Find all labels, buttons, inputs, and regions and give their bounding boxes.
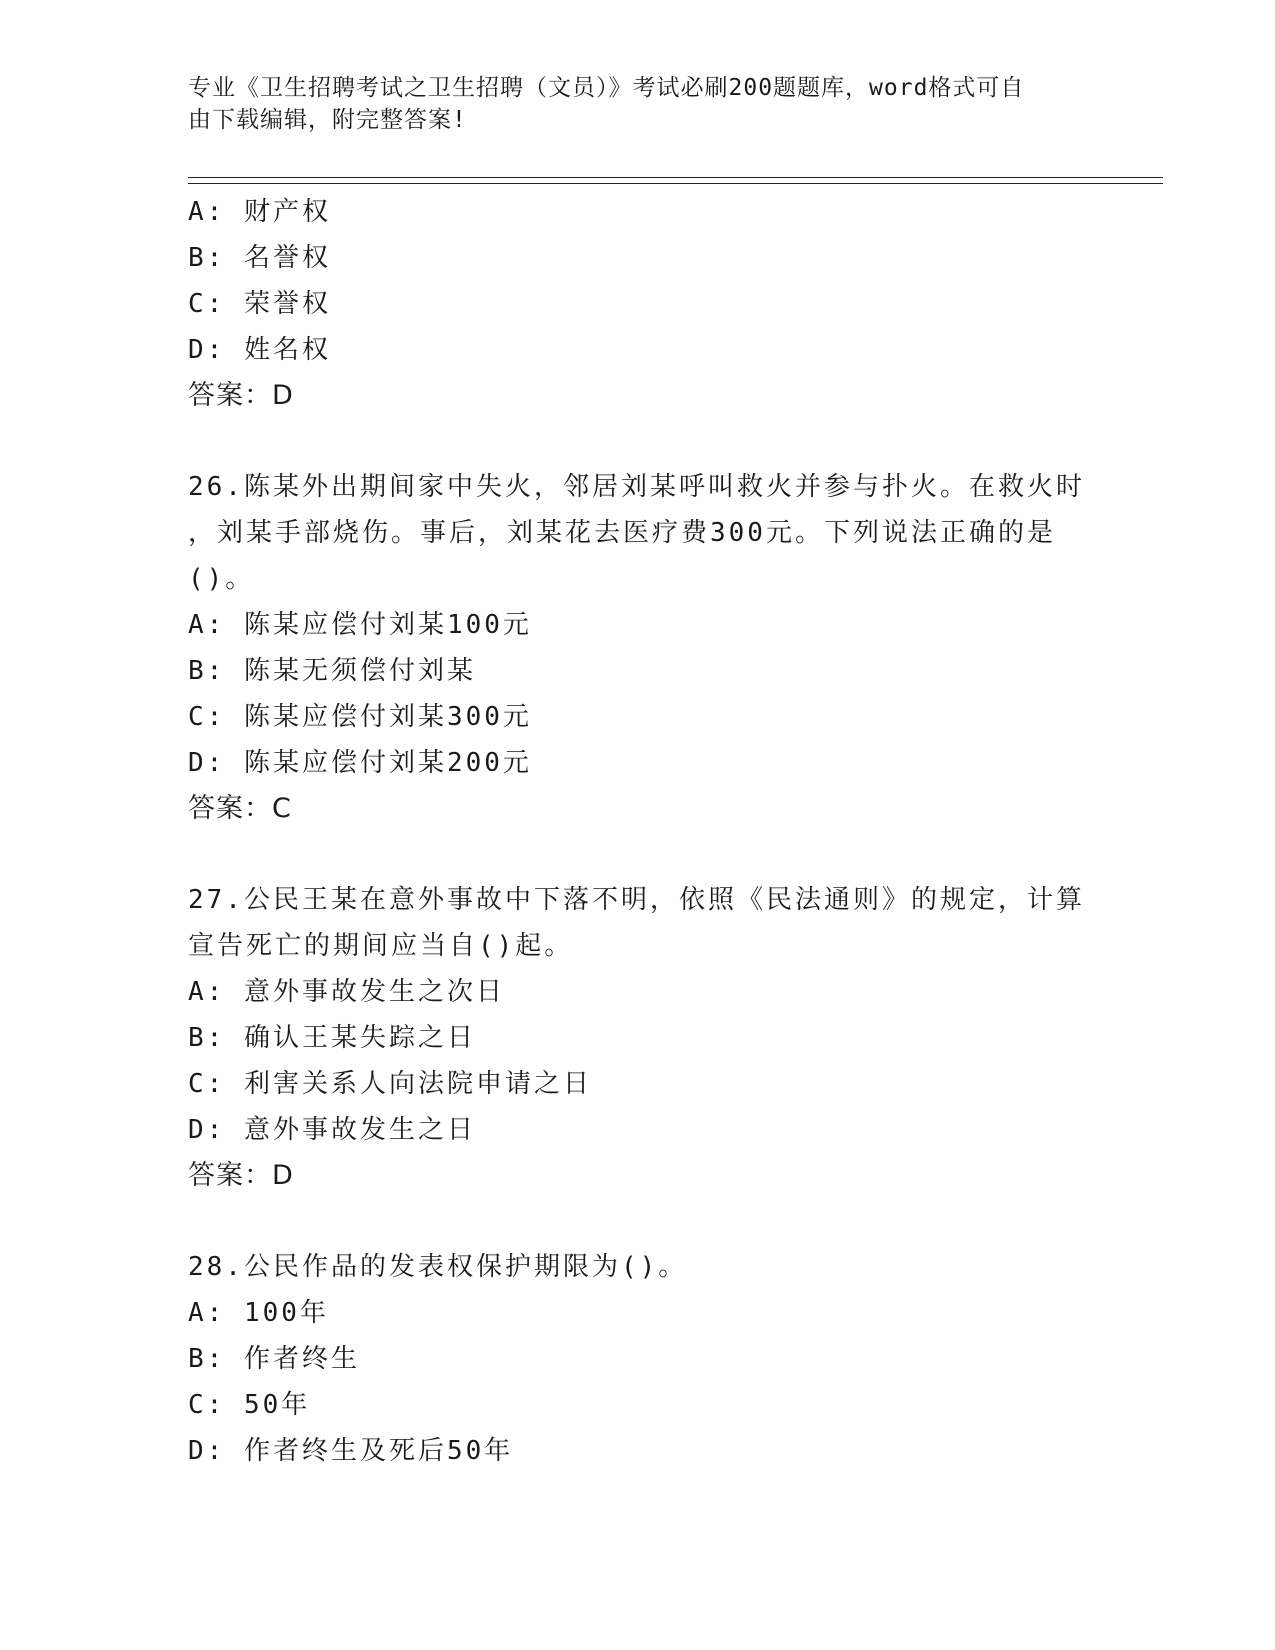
option-b: B: 名誉权: [188, 243, 331, 273]
question-stem-line: 27.公民王某在意外事故中下落不明，依照《民法通则》的规定，计算: [188, 885, 1085, 915]
answer-line: 答案：D: [188, 380, 294, 411]
spacer: [188, 832, 1088, 877]
option-b: B: 确认王某失踪之日: [188, 1023, 476, 1053]
question-25: [188, 189, 1088, 419]
option-d: D: 意外事故发生之日: [188, 1115, 476, 1145]
option-c: C: 陈某应偿付刘某300元: [188, 702, 532, 732]
option-b: B: 作者终生: [188, 1344, 360, 1374]
option-c: C: 荣誉权: [188, 289, 331, 319]
document-header: [188, 72, 1088, 136]
option-d: D: 陈某应偿付刘某200元: [188, 748, 532, 778]
spacer: [188, 1199, 1088, 1244]
question-list: [188, 189, 1088, 1474]
answer-line: 答案：D: [188, 1160, 294, 1191]
answer-line: 答案：C: [188, 793, 292, 824]
option-a: A: 财产权: [188, 197, 331, 227]
header-line-1: 专业《卫生招聘考试之卫生招聘（文员）》考试必刷200题题库，word格式可自: [188, 75, 1025, 101]
question-stem-line: 28.公民作品的发表权保护期限为()。: [188, 1252, 688, 1282]
question-stem-line: 宣告死亡的期间应当自()起。: [188, 931, 574, 961]
question-26: [188, 464, 1088, 832]
option-d: D: 作者终生及死后50年: [188, 1436, 514, 1466]
header-divider-top: [188, 177, 1163, 178]
header-divider-bottom: [188, 183, 1163, 184]
option-d: D: 姓名权: [188, 335, 331, 365]
option-a: A: 陈某应偿付刘某100元: [188, 610, 532, 640]
option-c: C: 50年: [188, 1390, 311, 1420]
option-a: A: 意外事故发生之次日: [188, 977, 505, 1007]
option-c: C: 利害关系人向法院申请之日: [188, 1069, 592, 1099]
header-line-2: 由下载编辑，附完整答案!: [188, 107, 467, 133]
question-stem-line: ()。: [188, 564, 255, 594]
option-a: A: 100年: [188, 1298, 329, 1328]
option-b: B: 陈某无须偿付刘某: [188, 656, 476, 686]
question-27: [188, 877, 1088, 1199]
question-stem-line: 26.陈某外出期间家中失火，邻居刘某呼叫救火并参与扑火。在救火时: [188, 472, 1085, 502]
question-stem-line: ，刘某手部烧伤。事后，刘某花去医疗费300元。下列说法正确的是: [188, 518, 1056, 548]
spacer: [188, 419, 1088, 464]
question-28: [188, 1244, 1088, 1474]
